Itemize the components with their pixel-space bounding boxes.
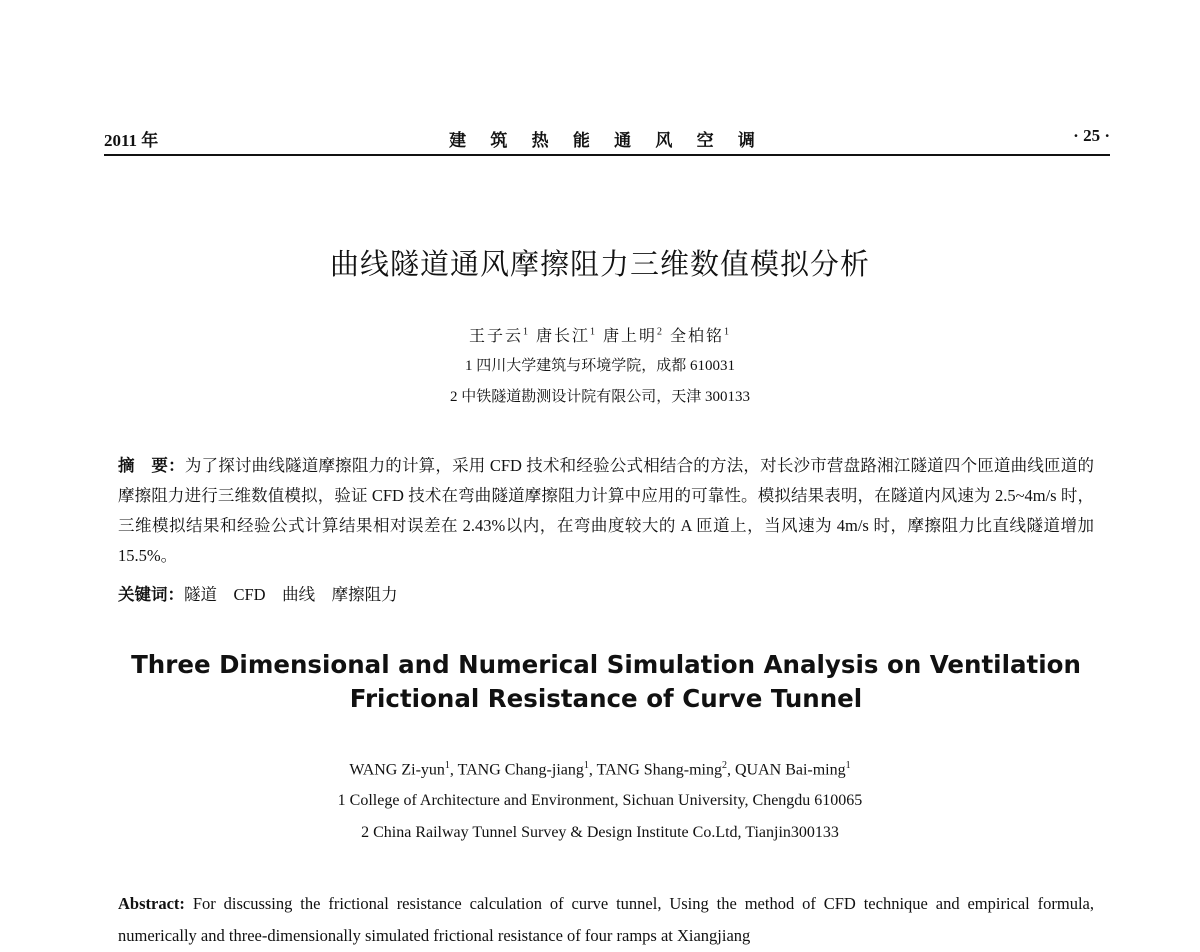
author-name: 王子云 [468, 328, 523, 345]
english-affiliation-1: 1 College of Architecture and Environment, Sichuan University, Chengdu 610065 [337, 792, 863, 809]
english-abstract-label: Abstract: [118, 894, 185, 913]
author-affiliation-mark: 1 [583, 760, 589, 771]
chinese-affiliation-1: 1 四川大学建筑与环境学院，成都 610031 [464, 358, 735, 374]
english-abstract-text: For discussing the frictional resistance calculation of curve tunnel, Using the method of CFD technique and empirical formula, numerically and three-dimensionally simulated frictional resistance of four ramps at Xiangjiang [118, 894, 1095, 945]
author-name: 全柏铭 [670, 328, 725, 345]
author-affiliation-mark: 1 [724, 326, 732, 338]
author-name: WANG Zi-yun [349, 761, 445, 779]
author-affiliation-mark: 1 [590, 326, 597, 338]
chinese-affiliation-2: 2 中铁隧道勘测设计院有限公司，天津 300133 [449, 389, 750, 405]
chinese-authors [0, 323, 1200, 346]
chinese-keywords-text: 隧道 CFD 曲线 摩擦阻力 [184, 585, 398, 604]
running-header [104, 124, 1110, 156]
header-journal-name: 建 筑 热 能 通 风 空 调 [449, 131, 765, 150]
author-affiliation-mark: 2 [721, 760, 727, 771]
english-abstract [118, 888, 1094, 952]
author-affiliation-mark: 1 [444, 760, 450, 771]
header-year: 2011 年 [104, 131, 159, 150]
english-affiliation-2: 2 China Railway Tunnel Survey & Design Institute Co.Ltd, Tianjin300133 [361, 824, 839, 841]
author-affiliation-mark: 1 [522, 326, 530, 338]
chinese-keywords-label: 关键词： [118, 585, 184, 604]
author-affiliation-mark: 2 [657, 326, 665, 338]
author-name: TANG Chang-jiang [457, 761, 584, 779]
chinese-abstract [118, 451, 1094, 571]
chinese-title: 曲线隧道通风摩擦阻力三维数值模拟分析 [329, 247, 870, 281]
author-name: 唐长江 [535, 328, 590, 345]
chinese-keywords [118, 581, 398, 605]
header-page-number: · 25 · [1073, 126, 1110, 145]
author-name: TANG Shang-ming [596, 761, 722, 779]
chinese-abstract-label: 摘 要： [118, 456, 185, 475]
english-title: Three Dimensional and Numerical Simulation Analysis on Ventilation Frictional Resistance of Curve Tunnel [131, 650, 1081, 713]
author-affiliation-mark: 1 [845, 760, 851, 771]
author-name: 唐上明 [603, 328, 658, 345]
chinese-abstract-text: 为了探讨曲线隧道摩擦阻力的计算，采用 CFD 技术和经验公式相结合的方法，对长沙市营盘路湘江隧道四个匝道曲线匝道的摩擦阻力进行三维数值模拟，验证 CFD 技术在弯曲隧道摩擦阻力计算中应用的可靠性。模拟结果表明，在隧道内风速为 2.5~4m/s 时，三维模拟结果和经验公式计算结果相对误差在 2.43%以内，在弯曲度较大的 A 匝道上，当风速为 4m/s 时，摩擦阻力比直线隧道增加 15.5%。 [118, 456, 1094, 565]
author-name: QUAN Bai-ming [734, 761, 846, 779]
english-authors: WANG Zi-yun$^1$, TANG Chang-jiang$^1$, TANG Shang-ming$^2$, QUAN Bai-ming$^1$ [349, 760, 851, 779]
